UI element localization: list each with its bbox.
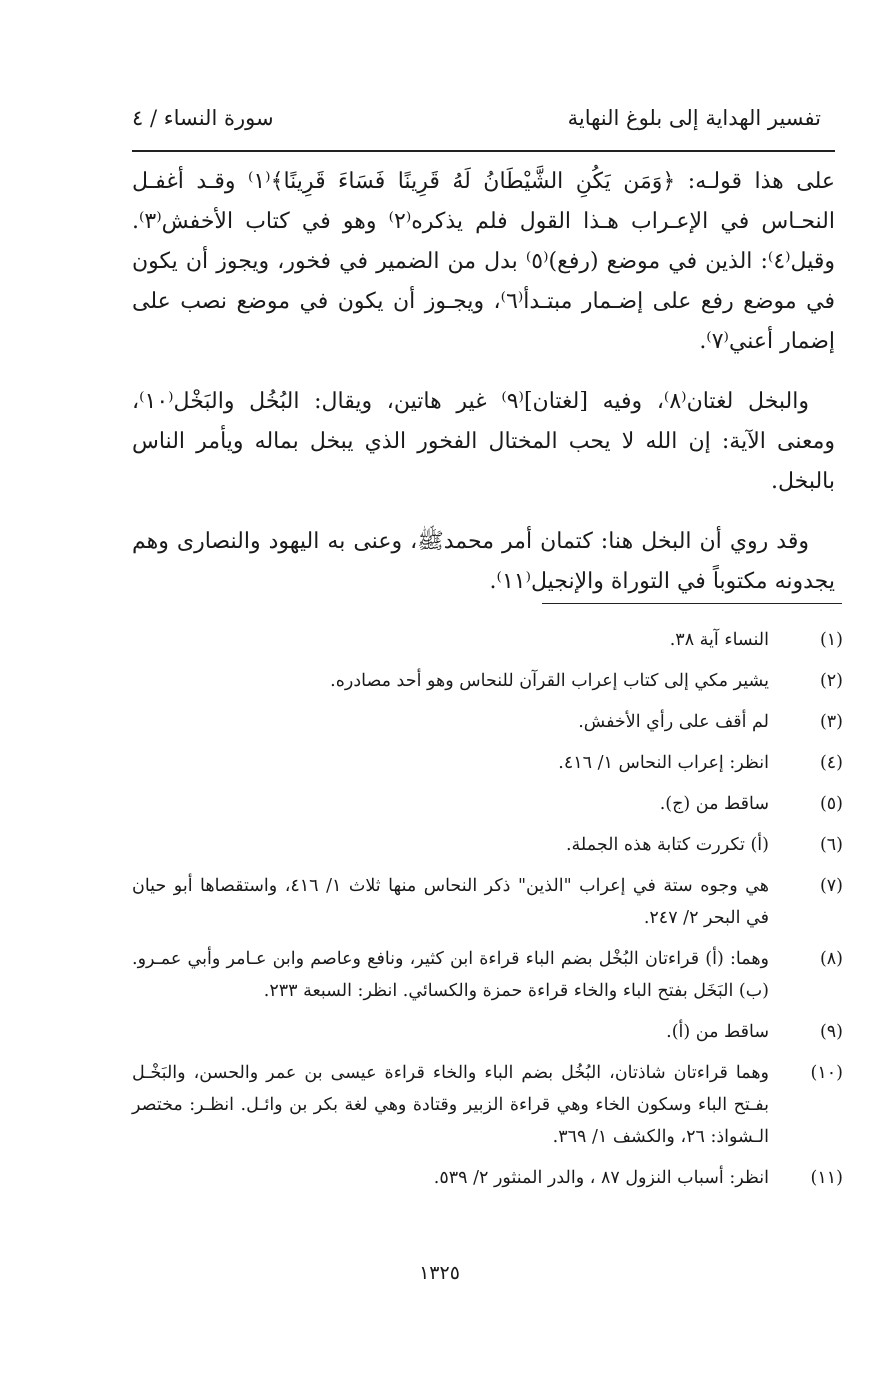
footnote-text: لم أقف على رأي الأخفش.: [578, 712, 769, 732]
footnote-number: (٨): [819, 949, 843, 969]
footnote-number: (٤): [819, 753, 843, 773]
paragraph-3: وقد روي أن البخل هنا: كتمان أمر محمدﷺ، وعنى به اليهود والنصارى وهم يجدونه مكتوباً في التوراة والإنجيل⁽١١⁾.: [132, 529, 835, 594]
section-label: سورة النساء / ٤: [132, 106, 274, 130]
footnote-item: [132, 1162, 849, 1194]
footnote-number: (١٠): [810, 1063, 843, 1083]
footnote-text: وهما: (أ) قراءتان البُخْل بضم الباء قراءة ابن كثير، ونافع وعاصم وابن عـامر وأبي عمـرو. (ب) البَخَل بفتح الباء والخاء قراءة حمزة والكسائي. انظر: السبعة ٢٣٣.: [132, 949, 769, 1001]
footnote-number: (١١): [810, 1168, 843, 1188]
footnote-item: [132, 943, 849, 1007]
footnote-item: [132, 665, 849, 697]
footnote-text: انظر: أسباب النزول ٨٧ ، والدر المنثور ٢/ ٥٣٩.: [433, 1168, 769, 1188]
running-header: [132, 98, 821, 138]
footnote-text: (أ) تكررت كتابة هذه الجملة.: [565, 835, 769, 855]
footnote-number: (٦): [819, 835, 843, 855]
page-number: ١٣٢٥: [419, 1262, 460, 1284]
footnote-number: (٩): [819, 1022, 843, 1042]
footnote-text: هي وجوه ستة في إعراب "الذين" ذكر النحاس منها ثلاث ١/ ٤١٦، واستقصاها أبو حيان في البحر ٢/ ٢٤٧.: [132, 876, 769, 928]
footnote-text: ساقط من (أ).: [666, 1022, 769, 1042]
footnote-number: (٧): [819, 876, 843, 896]
footnotes: [132, 624, 849, 1203]
footnote-text: انظر: إعراب النحاس ١/ ٤١٦.: [558, 753, 769, 773]
footnote-item: [132, 870, 849, 934]
footnote-text: يشير مكي إلى كتاب إعراب القرآن للنحاس وهو أحد مصادره.: [330, 671, 769, 691]
footnote-item: [132, 1016, 849, 1048]
footnote-text: ساقط من (ج).: [659, 794, 769, 814]
footnote-number: (١): [819, 630, 843, 650]
footnote-item: [132, 829, 849, 861]
footnote-item: [132, 624, 849, 656]
footnote-item: [132, 747, 849, 779]
paragraph-2: والبخل لغتان⁽٨⁾، وفيه [لغتان]⁽٩⁾ غير هاتين، ويقال: البُخُل والبَخْل⁽١٠⁾، ومعنى الآية: إن الله لا يحب المختال الفخور الذي يبخل بماله ويأمر الناس بالبخل.: [132, 389, 835, 494]
footnote-text: وهما قراءتان شاذتان، البُخُل بضم الباء والخاء قراءة عيسى بن عمر والحسن، والبَخْـل بفـتح الباء وسكون الخاء وهي قراءة الزبير وقتادة وهي لغة بكر بن وائـل. انظـر: مختصر الـشواذ: ٢٦، والكشف ١/ ٣٦٩.: [132, 1063, 769, 1147]
footnote-separator: [542, 603, 842, 604]
footnote-item: [132, 788, 849, 820]
footnote-text: النساء آية ٣٨.: [669, 630, 769, 650]
header-rule: [132, 150, 835, 152]
footnote-item: [132, 1057, 849, 1153]
footnote-number: (٥): [819, 794, 843, 814]
footnote-number: (٣): [819, 712, 843, 732]
paragraph-1: على هذا قولـه: ﴿وَمَن يَكُنِ الشَّيْطَانُ لَهُ قَرِينًا فَسَاءَ قَرِينًا﴾⁽١⁾ وقـد أغفـل النحـاس في الإعـراب هـذا القول فلم يذكره⁽٢⁾ وهو في كتاب الأخفش⁽٣⁾. وقيل⁽٤⁾: الذين في موضع (رفع)⁽٥⁾ بدل من الضمير في فخور، ويجوز أن يكون في موضع رفع على إضـمار مبتـدأ⁽٦⁾، ويجـوز أن يكون في موضع نصب على إضمار أعني⁽٧⁾.: [132, 169, 836, 354]
main-text: [132, 162, 835, 622]
footnote-number: (٢): [819, 671, 843, 691]
book-title: تفسير الهداية إلى بلوغ النهاية: [567, 106, 821, 130]
footnote-item: [132, 706, 849, 738]
